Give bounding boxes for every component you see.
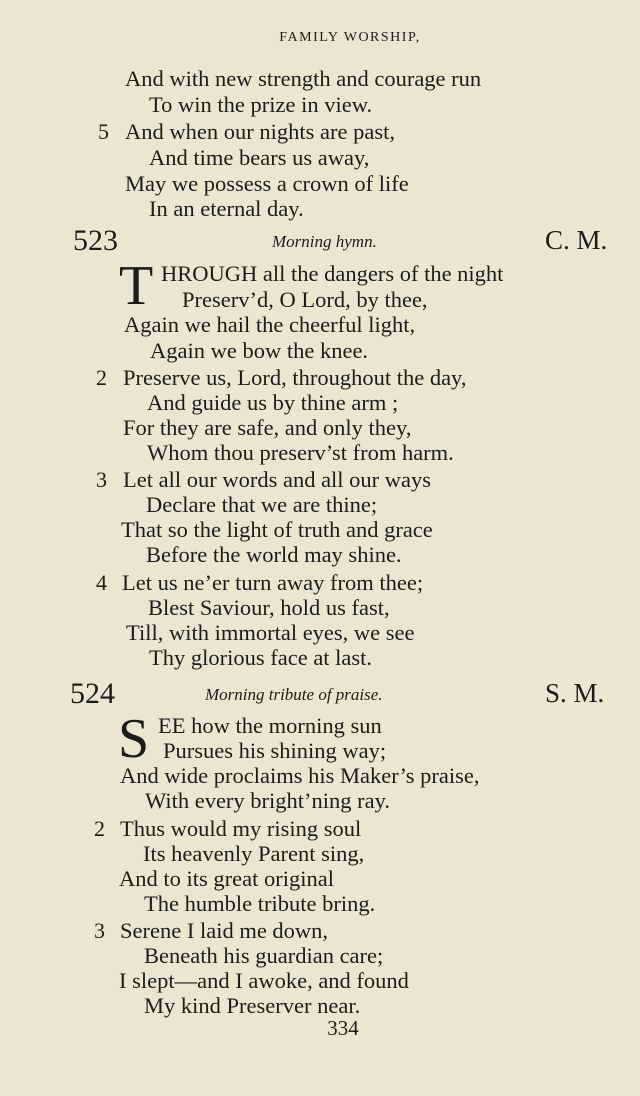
verse-line: And guide us by thine arm ;	[147, 390, 399, 415]
drop-cap: T	[119, 255, 154, 317]
verse-line: Whom thou preserv’st from harm.	[147, 440, 454, 465]
verse-number: 4	[96, 570, 107, 595]
verse-line: Beneath his guardian care;	[144, 943, 384, 968]
verse-line: The humble tribute bring.	[144, 891, 376, 916]
verse-line: Declare that we are thine;	[146, 492, 378, 517]
verse-line: Let us ne’er turn away from thee;	[122, 570, 424, 595]
verse-line: EE how the morning sun	[158, 713, 382, 738]
verse-line: And when our nights are past,	[125, 119, 395, 144]
verse-line: And with new strength and courage run	[125, 66, 482, 91]
verse-line: To win the prize in view.	[149, 92, 373, 117]
hymn-title: Morning tribute of praise.	[205, 685, 383, 704]
verse-line: Again we hail the cheerful light,	[124, 312, 416, 337]
hymn-meter: S. M.	[545, 678, 605, 708]
verse-line: HROUGH all the dangers of the night	[161, 261, 504, 286]
hymn-meter: C. M.	[545, 225, 608, 255]
verse-line: That so the light of truth and grace	[121, 517, 433, 542]
verse-line: In an eternal day.	[149, 196, 304, 221]
verse-line: I slept—and I awoke, and found	[119, 968, 409, 993]
verse-line: With every bright’ning ray.	[145, 788, 391, 813]
verse-number: 5	[98, 119, 109, 144]
verse-line: Before the world may shine.	[146, 542, 402, 567]
running-header: FAMILY WORSHIP,	[279, 30, 421, 45]
hymn-number: 524	[70, 677, 115, 710]
verse-line: And to its great original	[119, 866, 334, 891]
verse-number: 3	[96, 467, 107, 492]
verse-number: 2	[94, 816, 105, 841]
verse-line: Till, with immortal eyes, we see	[126, 620, 415, 645]
drop-cap: S	[118, 708, 150, 770]
verse-line: And wide proclaims his Maker’s praise,	[120, 763, 480, 788]
hymn-number: 523	[73, 224, 118, 257]
verse-line: Serene I laid me down,	[120, 918, 329, 943]
verse-line: Thus would my rising soul	[120, 816, 362, 841]
hymn-title: Morning hymn.	[272, 232, 377, 251]
verse-line: Blest Saviour, hold us fast,	[148, 595, 390, 620]
verse-number: 2	[96, 365, 107, 390]
verse-line: May we possess a crown of life	[125, 171, 409, 196]
verse-line: Again we bow the knee.	[150, 338, 369, 363]
page-number: 334	[327, 1016, 359, 1040]
verse-line: Let all our words and all our ways	[123, 467, 432, 492]
verse-line: Preserve us, Lord, throughout the day,	[123, 365, 467, 390]
verse-line: Preserv’d, O Lord, by thee,	[182, 287, 428, 312]
verse-line: My kind Preserver near.	[144, 993, 361, 1018]
verse-line: Pursues his shining way;	[163, 738, 387, 763]
verse-number: 3	[94, 918, 105, 943]
verse-line: Thy glorious face at last.	[149, 645, 373, 670]
verse-line: For they are safe, and only they,	[123, 415, 412, 440]
verse-line: And time bears us away,	[149, 145, 370, 170]
verse-line: Its heavenly Parent sing,	[143, 841, 365, 866]
